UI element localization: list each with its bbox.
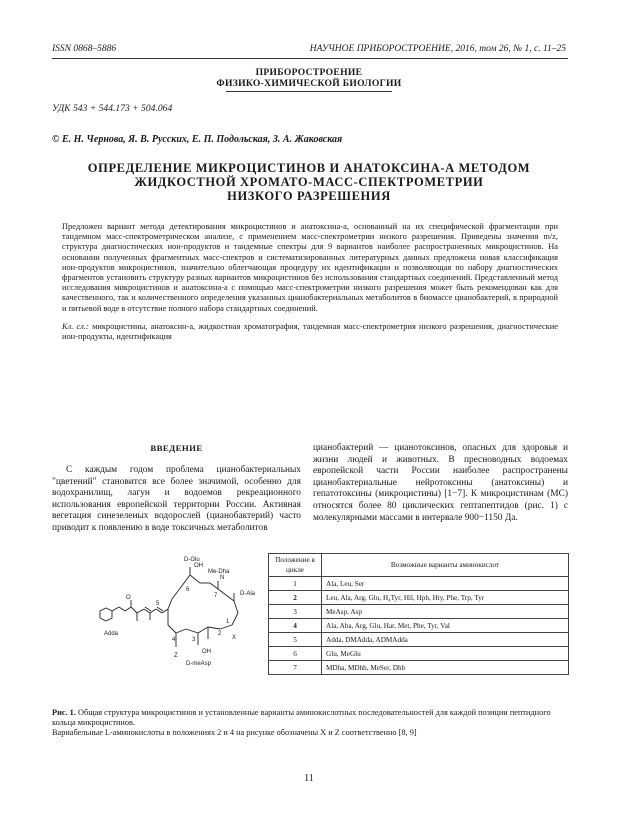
- table-header-position: Положение в цикле: [269, 554, 322, 577]
- label-oh-bottom: OH: [202, 649, 211, 655]
- microcystin-structure: [92, 553, 262, 678]
- caption-text: Общая структура микроцистинов и установленные варианты аминокислотных последовательностей для каждой позиции пептидного кольца микроцистинов.: [52, 708, 551, 728]
- label-pos6: 6: [186, 587, 190, 593]
- title-line1: ОПРЕДЕЛЕНИЕ МИКРОЦИСТИНОВ И АНАТОКСИНА-А МЕТОДОМ: [87, 161, 531, 175]
- header-divider: [52, 58, 568, 59]
- label-dglu: D-Glu: [184, 557, 200, 563]
- intro-heading: ВВЕДЕНИЕ: [150, 443, 203, 453]
- section-title-line1: ПРИБОРОСТРОЕНИЕ: [255, 67, 363, 78]
- udk-code: УДК 543 + 544.173 + 504.064: [52, 103, 173, 114]
- label-o-methoxy: O: [126, 595, 131, 601]
- label-pos7: 7: [214, 593, 218, 599]
- label-medha: Me-Dha: [208, 569, 230, 575]
- keywords: [62, 322, 558, 342]
- page-number: 11: [304, 773, 314, 784]
- table-row: 3 MeAsp, Asp: [269, 605, 569, 619]
- table-row: 6 Glu, MeGlu: [269, 647, 569, 661]
- table-row: 5 Adda, DMAdda, ADMAdda: [269, 633, 569, 647]
- table-row: 1 Ala, Leu, Ser: [269, 577, 569, 591]
- table-row: 2 Leu, Ala, Arg, Glu, H₄Tyr, Hil, Hph, Hty, Phe, Trp, Tyr: [269, 591, 569, 605]
- amino-acid-table: [268, 553, 569, 675]
- label-dala: D-Ala: [240, 591, 256, 597]
- label-z: Z: [174, 653, 178, 659]
- label-n-medha: N: [220, 575, 225, 581]
- table-row: 4 Ala, Aba, Arg, Glu, Har, Met, Phe, Tyr, Val: [269, 619, 569, 633]
- label-pos2: 2: [218, 631, 222, 637]
- section-underline: [226, 91, 392, 92]
- abstract: Предложен вариант метода детектирования микроцистинов и анатоксина-а, основанный на их специфической фрагментации при тандемном масс-спектрометрическом анализе, с применением масс-спектрометрии низкого разрешения. Приведены значения m/z, структура диагностических ион-продуктов и тандемные спектры для 9 вариантов наиболее распространенных микроцистинов. На основании полученных фрагментных масс-спектров и систематизированных литературных данных предложена новая классификация ион-продуктов микроцистинов, значительно облегчающая процедуру их идентификации и позволяющая по набору диагностических фрагментов установить структуру разных вариантов микроцистинов без использования стандартных соединений. Представленный метод исследования микроцистинов и анатоксина-а с помощью масс-спектрометрии низкого разрешения может быть рекомендован как для качественного, так и количественного определения указанных цианобактериальных метаболитов в биомассе цианобактерий, в природной и питьевой воде в отсутствие полного набора стандартных соединений.: [62, 222, 558, 313]
- label-pos1: 1: [226, 619, 230, 625]
- paper-title: [0, 161, 618, 203]
- intro-left-column: С каждым годом проблема цианобактериальных "цветений" становится все более значимой, особенно для водохранилищ, лагун и водоемов рекреационного использования европейской территории России. Активная вегетация синезеленых водорослей (цианобактерий) часто приводит к появлению в воде токсичных метаболитов: [52, 465, 301, 533]
- label-oh-top: OH: [194, 563, 203, 569]
- keywords-text: микроцистины, анатоксин-а, жидкостная хроматография, тандемная масс-спектрометрия низкого разрешения, диагностические ион-продукты, идентификация: [62, 322, 559, 342]
- phenyl-ring: [100, 608, 112, 621]
- intro-right-column: цианобактерий — цианотоксинов, опасных для здоровья и жизни людей и животных. В пресноводных водоемах европейской части России наиболее распространены цианобактериальные нейротоксины (анатоксины) и гепатотоксины (микроцистины) [1−7]. К микроцистинам (МС) относятся более 80 циклических гептапептидов (рис. 1) с молекулярными массами в интервале 900−1150 Да.: [313, 443, 568, 523]
- caption-label: Рис. 1.: [52, 708, 76, 717]
- section-title-line2: ФИЗИКО-ХИМИЧЕСКОЙ БИОЛОГИИ: [216, 78, 402, 89]
- keywords-label: Кл. сл.:: [62, 322, 89, 331]
- table-header-variants: Возможные варианты аминокислот: [322, 554, 569, 577]
- label-pos4: 4: [172, 637, 176, 643]
- label-x: X: [232, 635, 237, 641]
- issn: ISSN 0868–5886: [52, 44, 117, 54]
- table-row: 7 MDha, MDhb, MeSer, Dhb: [269, 661, 569, 675]
- title-line3: НИЗКОГО РАЗРЕШЕНИЯ: [227, 189, 391, 203]
- figure-caption: [52, 708, 568, 739]
- label-adda: Adda: [104, 631, 119, 637]
- journal-reference: НАУЧНОЕ ПРИБОРОСТРОЕНИЕ, 2016, том 26, № 1, c. 11–25: [309, 44, 566, 54]
- label-pos5: 5: [156, 601, 160, 607]
- authors: © Е. Н. Чернова, Я. В. Русских, Е. П. Подольская, З. А. Жаковская: [52, 134, 343, 145]
- caption-note: Вариабельные L-аминокислоты в положениях 2 и 4 на рисунке обозначены X и Z соответственно [8, 9]: [52, 728, 417, 738]
- title-line2: ЖИДКОСТНОЙ ХРОМАТО-МАСС-СПЕКТРОМЕТРИИ: [134, 175, 484, 189]
- label-pos3: 3: [192, 637, 196, 643]
- label-dmeasp: D-meAsp: [186, 661, 212, 667]
